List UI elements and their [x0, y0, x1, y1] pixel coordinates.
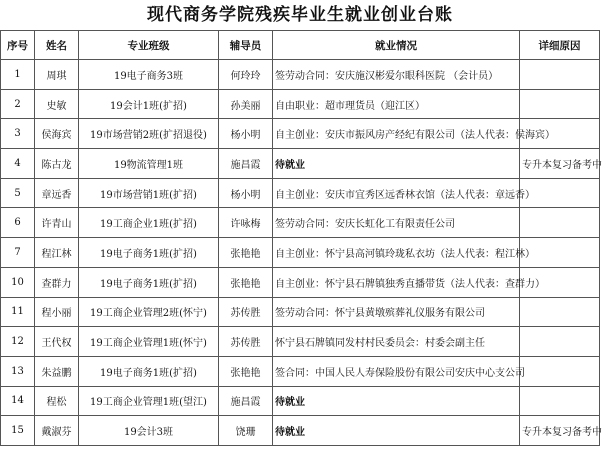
cell-seq: 10 — [1, 267, 35, 297]
header-class: 专业班级 — [79, 31, 219, 60]
cell-seq: 6 — [1, 208, 35, 238]
header-name: 姓名 — [35, 31, 79, 60]
cell-seq: 7 — [1, 238, 35, 268]
cell-seq: 4 — [1, 149, 35, 179]
cell-counselor: 杨小明 — [219, 178, 273, 208]
cell-counselor: 张艳艳 — [219, 356, 273, 386]
header-seq: 序号 — [1, 31, 35, 60]
cell-seq: 5 — [1, 178, 35, 208]
cell-name: 史敏 — [35, 89, 79, 119]
cell-seq: 1 — [1, 60, 35, 90]
cell-status: 签劳动合同：怀宁县黄墩殡葬礼仪服务有限公司 — [273, 297, 520, 327]
cell-counselor: 杨小明 — [219, 119, 273, 149]
page-title: 现代商务学院残疾毕业生就业创业台账 — [147, 5, 453, 25]
cell-status: 自主创业：怀宁县高河镇玲珑私衣坊（法人代表：程江林） — [273, 238, 520, 268]
table-header-row — [1, 31, 600, 60]
table-row — [1, 208, 600, 238]
cell-name: 朱益鹏 — [35, 356, 79, 386]
cell-reason — [520, 327, 600, 357]
cell-status: 怀宁县石牌镇同发村村民委员会：村委会副主任 — [273, 327, 520, 357]
cell-name: 程松 — [35, 386, 79, 416]
cell-name: 周琪 — [35, 60, 79, 90]
cell-status: 自由职业：超市理货员（迎江区） — [273, 89, 520, 119]
cell-class: 19物流管理1班 — [79, 149, 219, 179]
cell-seq: 14 — [1, 386, 35, 416]
table-row — [1, 386, 600, 416]
table-row — [1, 238, 600, 268]
cell-seq: 12 — [1, 327, 35, 357]
cell-reason — [520, 297, 600, 327]
cell-reason: 专升本复习备考中 — [520, 416, 600, 446]
cell-reason — [520, 356, 600, 386]
table-row — [1, 297, 600, 327]
cell-counselor: 施昌霞 — [219, 149, 273, 179]
cell-class: 19市场营销1班(扩招) — [79, 178, 219, 208]
cell-status: 自主创业：安庆市宜秀区远香林衣馆（法人代表：章远香） — [273, 178, 520, 208]
cell-name: 章远香 — [35, 178, 79, 208]
cell-class: 19电子商务1班(扩招) — [79, 238, 219, 268]
cell-class: 19会计1班(扩招) — [79, 89, 219, 119]
cell-reason — [520, 386, 600, 416]
cell-reason: 专升本复习备考中 — [520, 149, 600, 179]
table-row — [1, 416, 600, 446]
header-counselor: 辅导员 — [219, 31, 273, 60]
table-row — [1, 119, 600, 149]
table-row — [1, 356, 600, 386]
cell-counselor: 施昌霞 — [219, 386, 273, 416]
cell-name: 王代权 — [35, 327, 79, 357]
cell-counselor: 张艳艳 — [219, 267, 273, 297]
employment-ledger-table — [0, 30, 600, 446]
header-status: 就业情况 — [273, 31, 520, 60]
cell-name: 查群力 — [35, 267, 79, 297]
table-row — [1, 327, 600, 357]
table-row — [1, 267, 600, 297]
cell-status: 待就业 — [273, 416, 520, 446]
cell-name: 程小丽 — [35, 297, 79, 327]
cell-reason — [520, 208, 600, 238]
cell-status: 签劳动合同：安庆长虹化工有限责任公司 — [273, 208, 520, 238]
cell-class: 19市场营销2班(扩招退役) — [79, 119, 219, 149]
cell-seq: 13 — [1, 356, 35, 386]
cell-seq: 11 — [1, 297, 35, 327]
cell-counselor: 孙美丽 — [219, 89, 273, 119]
cell-reason — [520, 60, 600, 90]
cell-class: 19电子商务1班(扩招) — [79, 356, 219, 386]
cell-class: 19工商企业1班(扩招) — [79, 208, 219, 238]
cell-class: 19工商企业管理1班(怀宁) — [79, 327, 219, 357]
cell-status: 签劳动合同：安庆施汉彬爱尔眼科医院 （会计员） — [273, 60, 520, 90]
cell-reason — [520, 89, 600, 119]
cell-name: 许青山 — [35, 208, 79, 238]
cell-counselor: 何玲玲 — [219, 60, 273, 90]
cell-counselor: 许咏梅 — [219, 208, 273, 238]
table-row — [1, 178, 600, 208]
cell-seq: 15 — [1, 416, 35, 446]
cell-status: 自主创业：怀宁县石牌镇独秀直播带货（法人代表：查群力） — [273, 267, 520, 297]
table-row — [1, 89, 600, 119]
cell-status: 自主创业：安庆市振风房产经纪有限公司（法人代表：侯海宾） — [273, 119, 520, 149]
table-row — [1, 60, 600, 90]
cell-counselor: 饶珊 — [219, 416, 273, 446]
cell-class: 19电子商务3班 — [79, 60, 219, 90]
cell-name: 陈古龙 — [35, 149, 79, 179]
cell-counselor: 苏传胜 — [219, 297, 273, 327]
cell-status: 签合同：中国人民人寿保险股份有限公司安庆中心支公司 — [273, 356, 520, 386]
cell-seq: 2 — [1, 89, 35, 119]
cell-counselor: 苏传胜 — [219, 327, 273, 357]
cell-name: 戴淑芬 — [35, 416, 79, 446]
cell-status: 待就业 — [273, 386, 520, 416]
cell-class: 19会计3班 — [79, 416, 219, 446]
header-reason: 详细原因 — [520, 31, 600, 60]
cell-status: 待就业 — [273, 149, 520, 179]
cell-class: 19工商企业管理1班(望江) — [79, 386, 219, 416]
cell-counselor: 张艳艳 — [219, 238, 273, 268]
table-row — [1, 149, 600, 179]
cell-name: 侯海宾 — [35, 119, 79, 149]
cell-class: 19电子商务1班(扩招) — [79, 267, 219, 297]
cell-name: 程江林 — [35, 238, 79, 268]
cell-seq: 3 — [1, 119, 35, 149]
table-body — [1, 60, 600, 446]
cell-class: 19工商企业管理2班(怀宁) — [79, 297, 219, 327]
